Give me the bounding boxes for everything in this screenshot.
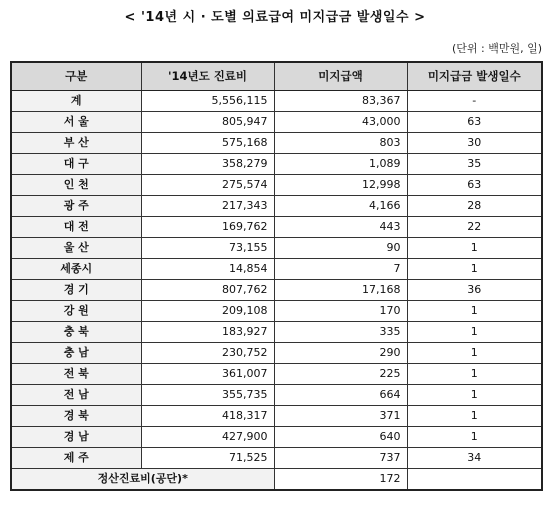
table-body [11,90,542,468]
days-cell: 63 [407,174,542,195]
cost-cell: 275,574 [141,174,274,195]
days-cell: 1 [407,300,542,321]
region-cell: 충 북 [11,321,141,342]
table-row [11,237,542,258]
unpaid-cell: 4,166 [274,195,407,216]
days-cell: 1 [407,258,542,279]
days-cell: 35 [407,153,542,174]
cost-cell: 807,762 [141,279,274,300]
unpaid-cell: 1,089 [274,153,407,174]
region-cell: 부 산 [11,132,141,153]
table-row [11,258,542,279]
unpaid-cell: 443 [274,216,407,237]
cost-cell: 361,007 [141,363,274,384]
region-cell: 계 [11,90,141,111]
unpaid-cell: 90 [274,237,407,258]
days-cell: 63 [407,111,542,132]
cost-cell: 427,900 [141,426,274,447]
unit-note: (단위 : 백만원, 일) [451,42,542,55]
days-cell: 28 [407,195,542,216]
cost-cell: 217,343 [141,195,274,216]
days-cell: 1 [407,342,542,363]
table-row [11,216,542,237]
unpaid-cell: 12,998 [274,174,407,195]
table-row [11,174,542,195]
table-row [11,342,542,363]
cost-cell: 418,317 [141,405,274,426]
table-row [11,153,542,174]
cost-cell: 209,108 [141,300,274,321]
region-cell: 경 북 [11,405,141,426]
table-row [11,384,542,405]
unpaid-cell: 83,367 [274,90,407,111]
days-cell: 1 [407,237,542,258]
unpaid-cell: 225 [274,363,407,384]
table-row [11,300,542,321]
days-cell: 22 [407,216,542,237]
days-cell: 1 [407,321,542,342]
cost-cell: 183,927 [141,321,274,342]
days-cell: - [407,90,542,111]
table-row [11,195,542,216]
region-cell: 광 주 [11,195,141,216]
days-cell: 1 [407,405,542,426]
unpaid-cell: 335 [274,321,407,342]
cost-cell: 5,556,115 [141,90,274,111]
region-cell: 인 천 [11,174,141,195]
region-cell: 경 남 [11,426,141,447]
footer-label: 정산진료비(공단)* [11,468,274,490]
days-cell: 1 [407,426,542,447]
unpaid-cell: 803 [274,132,407,153]
days-cell: 36 [407,279,542,300]
cost-cell: 73,155 [141,237,274,258]
footer-days [407,468,542,490]
footer-row [11,468,542,490]
cost-cell: 169,762 [141,216,274,237]
cost-cell: 358,279 [141,153,274,174]
region-cell: 세종시 [11,258,141,279]
table-header-row [11,62,542,90]
cost-cell: 805,947 [141,111,274,132]
table-row [11,132,542,153]
header-unpaid: 미지급액 [274,62,407,90]
region-cell: 대 구 [11,153,141,174]
cost-cell: 575,168 [141,132,274,153]
table-row [11,447,542,468]
region-cell: 경 기 [11,279,141,300]
region-cell: 대 전 [11,216,141,237]
footer-unpaid: 172 [274,468,407,490]
days-cell: 1 [407,363,542,384]
cost-cell: 71,525 [141,447,274,468]
header-days: 미지급금 발생일수 [407,62,542,90]
days-cell: 1 [407,384,542,405]
region-cell: 강 원 [11,300,141,321]
unpaid-cell: 7 [274,258,407,279]
cost-cell: 14,854 [141,258,274,279]
unpaid-cell: 640 [274,426,407,447]
table-row [11,90,542,111]
table-row [11,321,542,342]
unpaid-cell: 737 [274,447,407,468]
table-row [11,363,542,384]
region-cell: 제 주 [11,447,141,468]
region-cell: 충 남 [11,342,141,363]
unpaid-cell: 17,168 [274,279,407,300]
cost-cell: 230,752 [141,342,274,363]
unpaid-cell: 43,000 [274,111,407,132]
days-cell: 34 [407,447,542,468]
unpaid-cell: 371 [274,405,407,426]
header-category: 구분 [11,62,141,90]
unpaid-cell: 170 [274,300,407,321]
region-cell: 전 남 [11,384,141,405]
days-cell: 30 [407,132,542,153]
cost-cell: 355,735 [141,384,274,405]
table-row [11,426,542,447]
unpaid-cell: 290 [274,342,407,363]
region-cell: 서 울 [11,111,141,132]
region-cell: 전 북 [11,363,141,384]
table-row [11,111,542,132]
table-row [11,279,542,300]
document-title: < '14년 시 · 도별 의료급여 미지급금 발생일수 > [124,10,426,25]
unpaid-cell: 664 [274,384,407,405]
payment-table [10,61,543,491]
table-row [11,405,542,426]
region-cell: 울 산 [11,237,141,258]
header-cost: '14년도 진료비 [141,62,274,90]
